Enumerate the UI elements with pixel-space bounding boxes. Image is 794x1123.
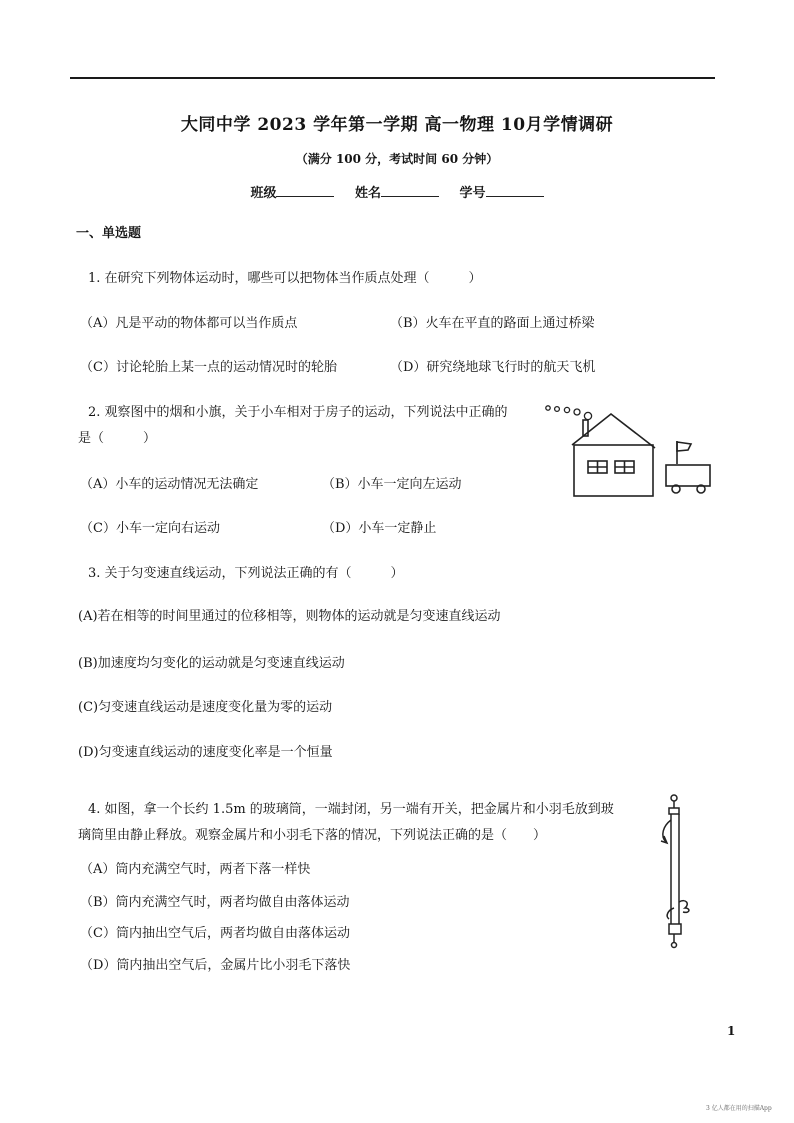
question-4-stem-line2: 璃筒里由静止释放。观察金属片和小羽毛下落的情况，下列说法正确的是（ ） bbox=[78, 828, 547, 843]
question-4-option-c: （C）筒内抽出空气后，两者均做自由落体运动 bbox=[80, 926, 350, 941]
scanner-watermark: 3 亿人都在用的扫描App bbox=[706, 1105, 772, 1112]
question-1-option-d: （D）研究绕地球飞行时的航天飞机 bbox=[390, 360, 596, 375]
question-2-option-b: （B）小车一定向左运动 bbox=[322, 477, 462, 492]
house bbox=[572, 414, 655, 496]
student-id-blank[interactable] bbox=[486, 184, 544, 197]
class-blank[interactable] bbox=[276, 184, 334, 197]
question-2-option-a: （A）小车的运动情况无法确定 bbox=[80, 477, 259, 492]
question-3-option-d: (D)匀变速直线运动的速度变化率是一个恒量 bbox=[78, 745, 333, 760]
smoke-puffs bbox=[546, 406, 592, 420]
question-3-option-b: (B)加速度均匀变化的运动就是匀变速直线运动 bbox=[78, 656, 345, 671]
question-4-option-b: （B）筒内充满空气时，两者均做自由落体运动 bbox=[80, 895, 350, 910]
question-4-option-d: （D）筒内抽出空气后，金属片比小羽毛下落快 bbox=[80, 958, 351, 973]
student-id-field bbox=[460, 182, 544, 201]
exam-subtitle: （满分 100 分，考试时间 60 分钟） bbox=[295, 152, 499, 166]
house-cart-figure bbox=[540, 396, 730, 506]
question-2-option-c: （C）小车一定向右运动 bbox=[80, 521, 220, 536]
top-rule bbox=[70, 77, 715, 79]
name-blank[interactable] bbox=[381, 184, 439, 197]
question-3-option-a: (A)若在相等的时间里通过的位移相等，则物体的运动就是匀变速直线运动 bbox=[78, 609, 501, 624]
cart-with-flag bbox=[666, 441, 710, 493]
question-2-option-d: （D）小车一定静止 bbox=[322, 521, 437, 536]
question-1-option-c: （C）讨论轮胎上某一点的运动情况时的轮胎 bbox=[80, 360, 337, 375]
question-1-option-b: （B）火车在平直的路面上通过桥梁 bbox=[390, 316, 595, 331]
question-1-option-a: （A）凡是平动的物体都可以当作质点 bbox=[80, 316, 298, 331]
question-1-stem: 1. 在研究下列物体运动时，哪些可以把物体当作质点处理（ ） bbox=[88, 271, 482, 286]
class-field bbox=[250, 182, 334, 201]
question-2-stem-line1: 2. 观察图中的烟和小旗，关于小车相对于房子的运动，下列说法中正确的 bbox=[88, 405, 508, 420]
name-label: 姓名 bbox=[354, 186, 381, 201]
question-3-option-c: (C)匀变速直线运动是速度变化量为零的运动 bbox=[78, 700, 333, 715]
class-label: 班级 bbox=[250, 186, 277, 201]
exam-title: 大同中学 2023 学年第一学期 高一物理 10月学情调研 bbox=[180, 115, 614, 135]
section-title: 一、单选题 bbox=[76, 226, 142, 241]
student-info-row bbox=[0, 182, 794, 201]
question-3-stem: 3. 关于匀变速直线运动，下列说法正确的有（ ） bbox=[88, 566, 404, 581]
student-id-label: 学号 bbox=[459, 186, 486, 201]
page-number: 1 bbox=[727, 1024, 736, 1038]
name-field bbox=[355, 182, 439, 201]
question-4-stem-line1: 4. 如图，拿一个长约 1.5m 的玻璃筒，一端封闭，另一端有开关，把金属片和小羽毛放到玻 bbox=[88, 802, 614, 817]
glass-tube-figure bbox=[650, 792, 700, 952]
question-2-stem-line2: 是（ ） bbox=[78, 431, 157, 446]
question-4-option-a: （A）筒内充满空气时，两者下落一样快 bbox=[80, 862, 311, 877]
